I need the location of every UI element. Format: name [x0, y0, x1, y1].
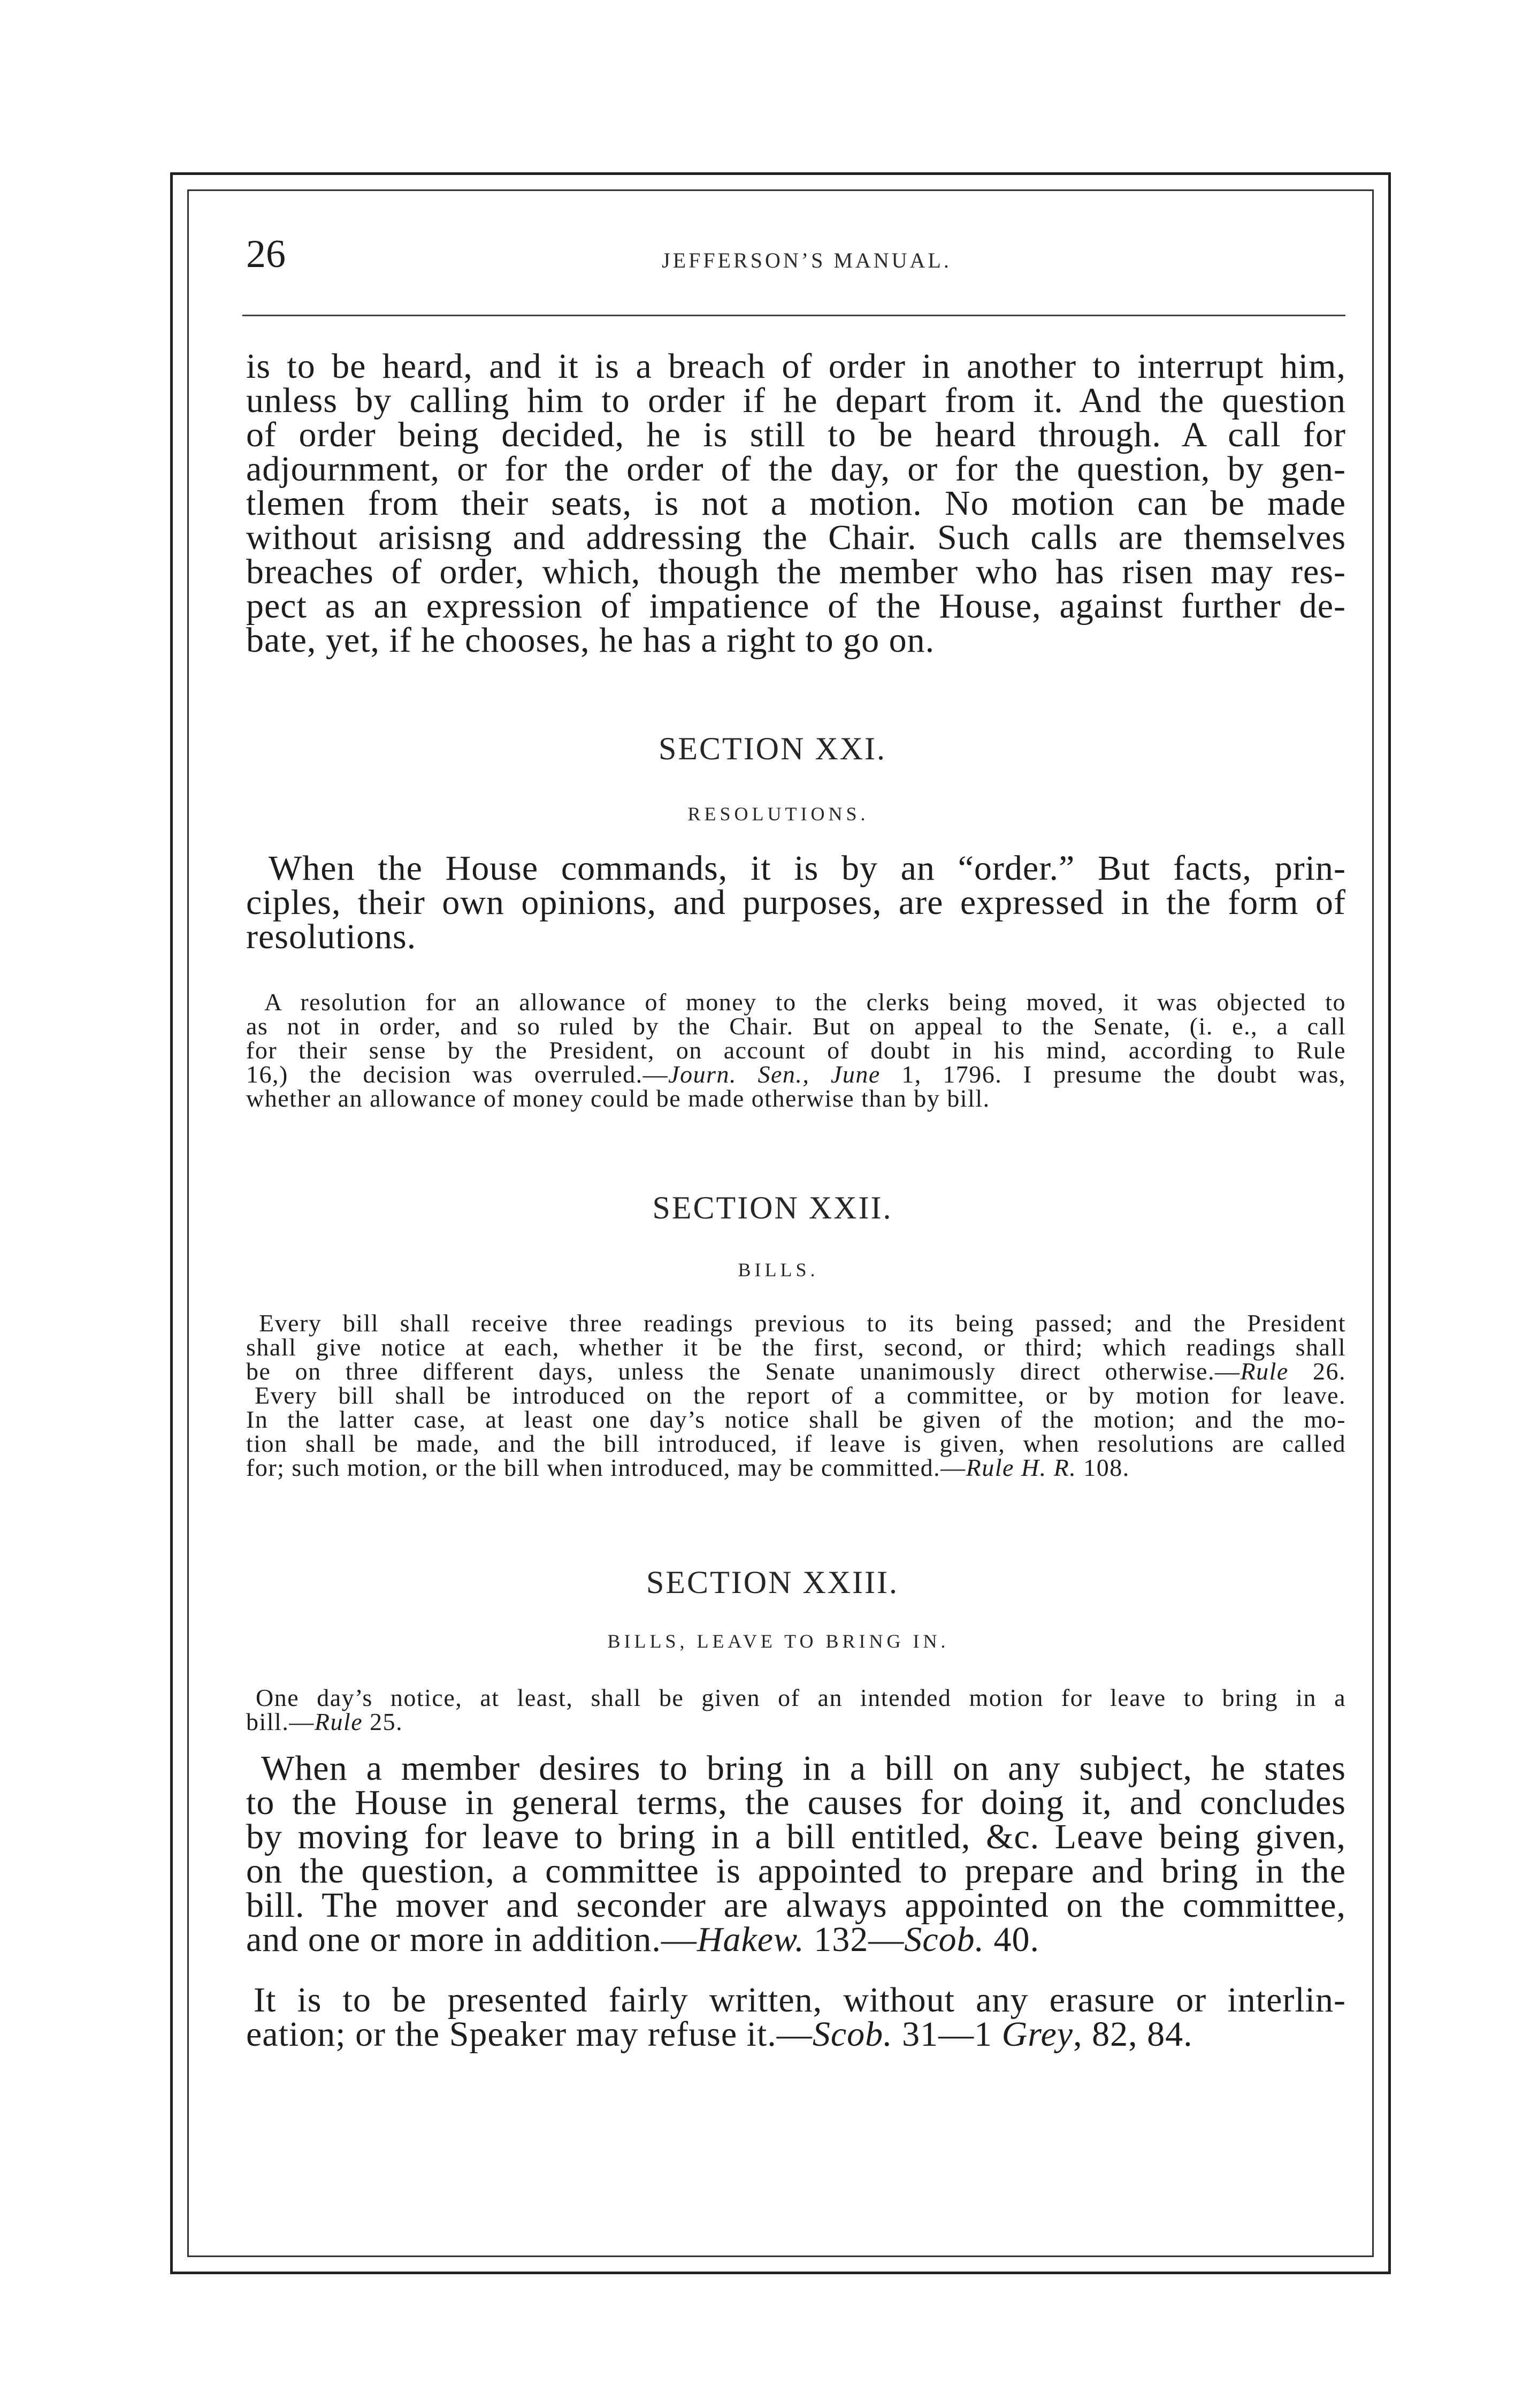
note-line: Every bill shall be introduced on the report of a committee, or by motion for leave. [255, 1382, 1346, 1409]
section-23-subheading: BILLS, LEAVE TO BRING IN. [607, 1630, 950, 1652]
running-title: JEFFERSON’S MANUAL. [662, 248, 952, 272]
section-22-subheading: BILLS. [738, 1259, 819, 1281]
note-line: One day’s notice, at least, shall be given of an intended motion for leave to bring in a [256, 1684, 1346, 1711]
text-line: by moving for leave to bring in a bill entitled, &c. Leave being given, [246, 1817, 1346, 1856]
text-line: is to be heard, and it is a breach of order in another to interrupt him, [246, 347, 1346, 386]
note-segment: 108. [1076, 1454, 1130, 1481]
note-segment: bill.— [246, 1708, 315, 1735]
note-segment: for; such motion, or the bill when introduced, may be committed.— [246, 1454, 966, 1481]
note-line: as not in order, and so ruled by the Chair. But on appeal to the Senate, (i. e., a call [246, 1012, 1346, 1040]
text-line: to the House in general terms, the causes for doing it, and concludes [246, 1783, 1346, 1822]
text-line: bill. The mover and seconder are always appointed on the committee, [246, 1886, 1346, 1925]
note-line: A resolution for an allowance of money to the clerks being moved, it was objected to [264, 988, 1346, 1016]
text-segment: and one or more in addition.— [246, 1920, 697, 1959]
note-line: tion shall be made, and the bill introduced, if leave is given, when resolutions are called [246, 1430, 1346, 1457]
header-rule [242, 315, 1345, 316]
text-line: adjournment, or for the order of the day, or for the question, by gen- [246, 449, 1346, 489]
note-line: In the latter case, at least one day’s notice shall be given of the motion; and the mo- [246, 1406, 1346, 1433]
section-21-paragraph [246, 851, 1346, 954]
text-line: on the question, a committee is appointed to prepare and bring in the [246, 1851, 1346, 1891]
text-line: tlemen from their seats, is not a motion. No motion can be made [246, 484, 1346, 523]
text-line: ciples, their own opinions, and purposes, are expressed in the form of [246, 883, 1346, 922]
text-segment: 40. [984, 1920, 1039, 1959]
section-23-heading: SECTION XXIII. [646, 1565, 899, 1600]
text-line [246, 2017, 1346, 2052]
note-segment: 1, 1796. I presume the doubt was, [880, 1061, 1346, 1088]
citation: Scob. [812, 2015, 893, 2054]
note-line [246, 1456, 1346, 1480]
text-line: without arisisng and addressing the Chair. Such calls are themselves [246, 518, 1346, 557]
citation: Hakew. [697, 1920, 805, 1959]
text-line: When a member desires to bring in a bill on any subject, he states [261, 1749, 1346, 1788]
text-line: When the House commands, it is by an “order.” But facts, prin- [269, 849, 1346, 888]
section-22-note [246, 1311, 1346, 1480]
section-21-subheading: RESOLUTIONS. [687, 803, 869, 825]
citation: Rule H. R. [966, 1454, 1077, 1481]
text-line: resolutions. [246, 917, 417, 956]
text-line: bate, yet, if he chooses, he has a right to go on. [246, 621, 935, 660]
citation: Rule [1240, 1358, 1289, 1385]
note-line [246, 1062, 1346, 1086]
citation: Rule [314, 1708, 363, 1735]
section-23-note [246, 1686, 1346, 1734]
text-segment: 132— [804, 1920, 905, 1959]
text-line: pect as an expression of impatience of the House, against further de- [246, 586, 1346, 626]
note-segment: 25. [363, 1708, 403, 1735]
note-line: for their sense by the President, on account of doubt in his mind, according to Rule [246, 1037, 1346, 1064]
page-number: 26 [246, 232, 286, 276]
note-line [246, 1359, 1346, 1383]
text-line: unless by calling him to order if he depart from it. And the question [246, 381, 1346, 420]
text-segment: , 82, 84. [1073, 2015, 1193, 2054]
note-segment: 26. [1288, 1358, 1346, 1385]
citation: Journ. Sen., June [668, 1061, 881, 1088]
text-segment: eation; or the Speaker may refuse it.— [246, 2015, 813, 2054]
note-segment: 16,) the decision was overruled.— [246, 1061, 669, 1088]
text-line: breaches of order, which, though the member who has risen may res- [246, 552, 1346, 591]
continued-paragraph [246, 349, 1346, 658]
section-21-heading: SECTION XXI. [659, 731, 886, 766]
text-segment: 31—1 [892, 2015, 1002, 2054]
note-segment: be on three different days, unless the Senate unanimously direct otherwise.— [246, 1358, 1241, 1385]
citation: Grey [1001, 2015, 1074, 2054]
text-line: of order being decided, he is still to be heard through. A call for [246, 415, 1346, 454]
text-line [246, 1920, 1346, 1959]
section-23-paragraph-1 [246, 1751, 1346, 1957]
note-line: whether an allowance of money could be made otherwise than by bill. [246, 1085, 990, 1112]
note-line: shall give notice at each, whether it be the first, second, or third; which readings shall [246, 1333, 1346, 1361]
note-line: Every bill shall receive three readings previous to its being passed; and the President [259, 1309, 1346, 1337]
section-23-paragraph-2 [246, 1980, 1346, 2054]
text-line: It is to be presented fairly written, without any erasure or interlin- [254, 1980, 1346, 2020]
citation: Scob. [904, 1920, 984, 1959]
section-21-note [246, 990, 1346, 1110]
note-line [246, 1710, 1346, 1734]
section-22-heading: SECTION XXII. [652, 1190, 893, 1225]
